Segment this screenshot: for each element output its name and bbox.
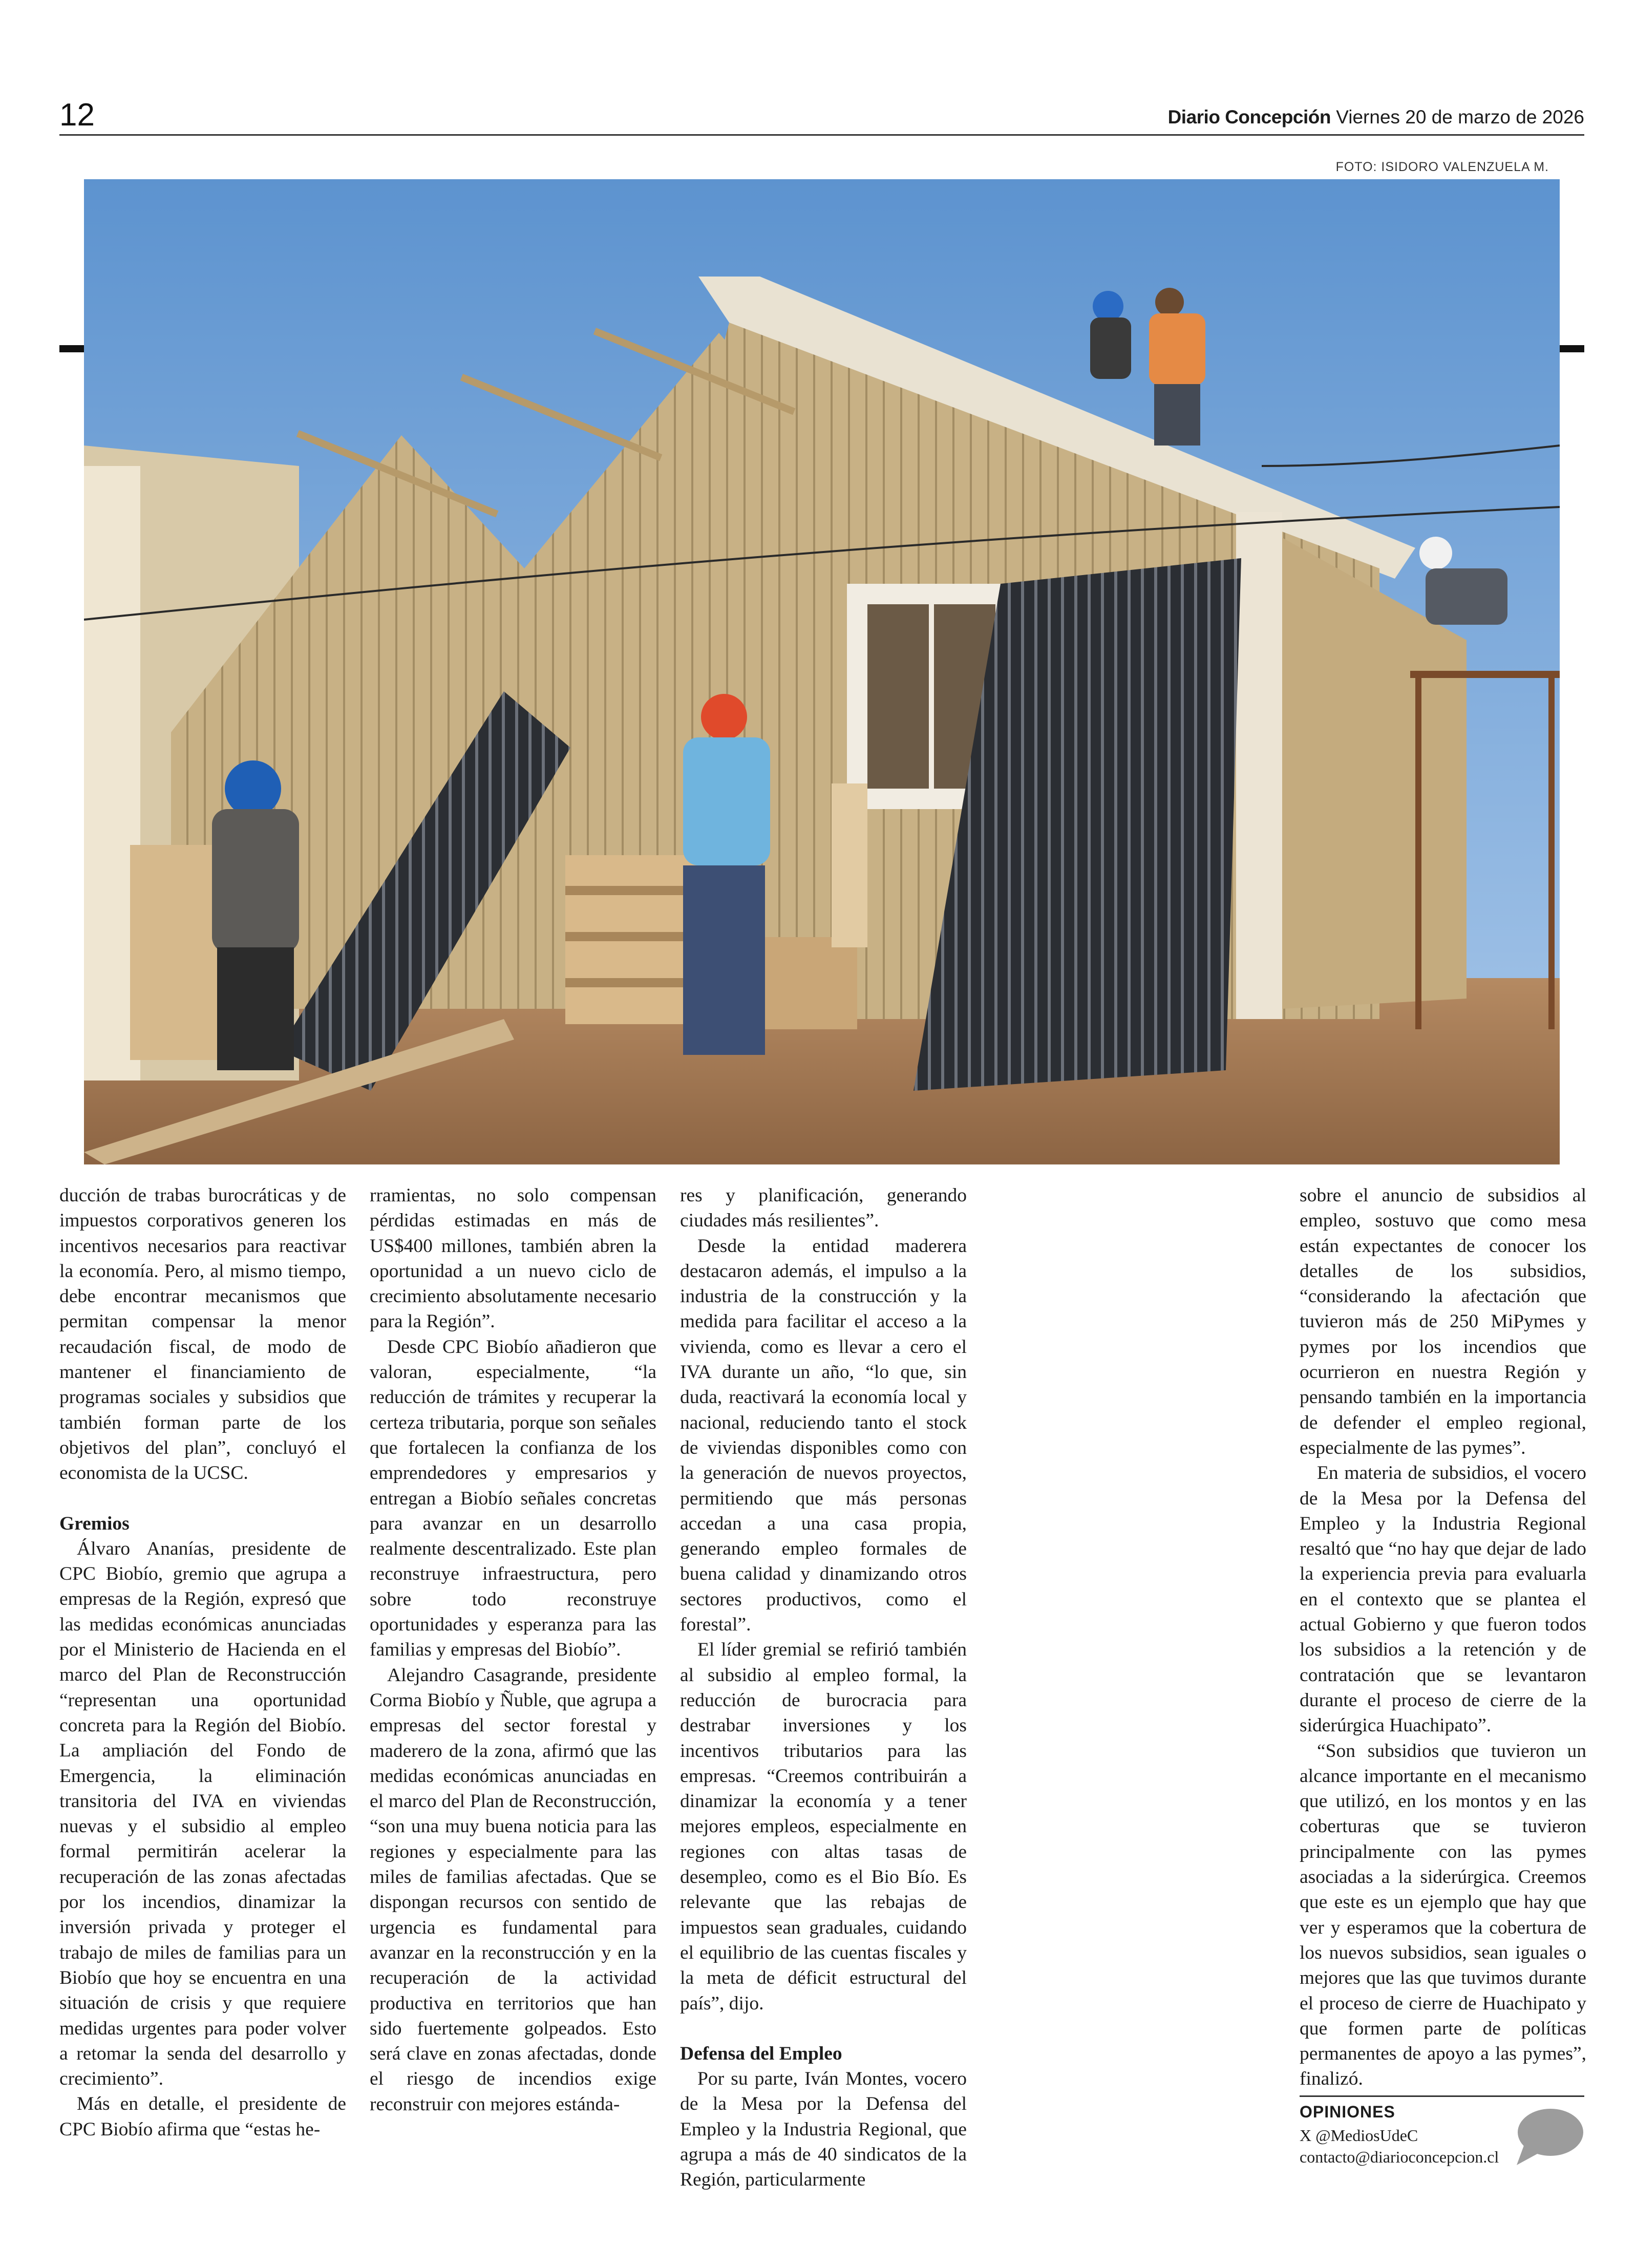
paragraph: res y planificación, generando ciudades más resilientes”.	[680, 1185, 967, 1232]
paragraph: El líder gremial se refirió también al subsidio al empleo formal, la reducción de burocracia para destrabar inversiones y los incentivos tributarios para las empresas. “Creemos contribuirán a dinamizar la economía y a tener mejores empleos, especialmente en regiones con altas tasas de desempleo, como es el Bio Bío. Es relevante que las rebajas de impuestos sean graduales, cuidando el equilibrio de las cuentas fiscales y la meta de déficit estructural del país”, dijo.	[680, 1639, 967, 2014]
paragraph: ducción de trabas burocráticas y de impuestos corporativos generen los incentivos necesarios para reactivar la economía. Pero, al mismo tiempo, debe encontrar mecanismos que permitan compensar la menor recaudación fiscal, de modo de mantener el financiamiento de programas sociales y subsidios que también forman parte de los objetivos del plan”, concluyó el economista de la UCSC.	[59, 1185, 346, 1484]
paragraph: Desde CPC Biobío añadieron que valoran, especialmente, “la reducción de trámites y recuperar la certeza tributaria, porque son señales que fortalecen la confianza de los emprendedores y empresarios y entregan a Biobío señales concretas para avanzar en un desarrollo realmente descentralizado. Este plan reconstruye infraestructura, pero sobre todo reconstruye oportunidades y esperanza para las familias y empresas del Biobío”.	[370, 1336, 656, 1661]
publication-date: Viernes 20 de marzo de 2026	[1336, 107, 1584, 128]
paragraph: Más en detalle, el presidente de CPC Biobío afirma que “estas he-	[59, 2093, 346, 2140]
header-masthead	[1168, 104, 1584, 130]
opinions-title: OPINIONES	[1300, 2103, 1395, 2121]
page-header	[59, 97, 1584, 138]
paragraph: Alejandro Casagrande, presidente Corma Biobío y Ñuble, que agrupa a empresas del sector forestal y maderero de la zona, afirmó que las medidas económicas anunciadas en el marco del Plan de Reconstrucción, “son una muy buena noticia para las regiones y especialmente para las miles de familias afectadas. Que se dispongan recursos con sentido de urgencia es fundamental para avanzar en la reconstrucción y en la recuperación de la actividad productiva en territorios que han sido fuertemente golpeados. Esto será clave en zonas afectadas, donde el riesgo de incendios exige reconstruir con mejores estánda-	[370, 1664, 656, 2115]
article-column-2	[370, 1183, 656, 2117]
paragraph: Álvaro Ananías, presidente de CPC Biobío, gremio que agrupa a empresas de la Región, expresó que las medidas económicas anunciadas por el Ministerio de Hacienda en el marco del Plan de Reconstrucción “representan una oportunidad concreta para la Región del Biobío. La ampliación del Fondo de Emergencia, la eliminación transitoria del IVA en viviendas nuevas y el subsidio al empleo formal permitirán acelerar la recuperación de las zonas afectadas por los incendios, dinamizar la inversión privada y proteger el trabajo de miles de familias para un Biobío que hoy se encuentra en una situación de crisis y que requiere medidas urgentes para poder volver a retomar la senda del desarrollo y crecimiento”.	[59, 1538, 346, 2090]
paragraph: En materia de subsidios, el vocero de la Mesa por la Defensa del Empleo y la Industria Regional resaltó que “no hay que dejar de lado la experiencia previa para evaluarla en el contexto que se plantea el actual Gobierno y que fueron todos los subsidios a la retención y de contratación que se levantaron durante el proceso de cierre de la siderúrgica Huachipato”.	[1300, 1462, 1586, 1736]
speech-bubble-icon	[1513, 2106, 1584, 2167]
paragraph: Desde la entidad maderera destacaron además, el impulso a la industria de la construcción y la medida para facilitar el acceso a la vivienda, como es llevar a cero el IVA durante un año, “lo que, sin duda, reactivará la economía local y nacional, reduciendo tanto el stock de viviendas disponibles como con la generación de nuevos proyectos, permitiendo que más personas accedan a una casa propia, generando empleo formales de buena calidad y dinamizando otros sectores productivos, como el forestal”.	[680, 1235, 967, 1636]
section-mark-left	[59, 345, 84, 352]
article-column-3	[680, 1183, 967, 2193]
photo-credit: FOTO: ISIDORO VALENZUELA M.	[1335, 160, 1549, 174]
paragraph: Por su parte, Iván Montes, vocero de la Mesa por la Defensa del Empleo y la Industria Regional, que agrupa a más de 40 sindicatos de la Región, particularmente	[680, 2068, 967, 2191]
opinions-x-handle[interactable]: X @MediosUdeC	[1300, 2126, 1418, 2145]
opinions-box	[1300, 2095, 1584, 2177]
paragraph: rramientas, no solo compensan pérdidas estimadas en más de US$400 millones, también abren la oportunidad a un nuevo ciclo de crecimiento absolutamente necesario para la Región”.	[370, 1185, 656, 1332]
subheading-gremios: Gremios	[59, 1513, 130, 1534]
header-rule	[59, 134, 1584, 136]
opinions-rule	[1300, 2095, 1584, 2097]
publication-name: Diario Concepción	[1167, 107, 1331, 128]
article-column-5	[1300, 1183, 1586, 2092]
subheading-defensa-del-empleo: Defensa del Empleo	[680, 2043, 842, 2064]
opinions-email[interactable]: contacto@diarioconcepcion.cl	[1300, 2148, 1499, 2166]
paragraph: “Son subsidios que tuvieron un alcance importante en el mecanismo que utilizó, en los montos y en las coberturas que se tuvieron principalmente con las pymes asociadas a la siderúrgica. Creemos que este es un ejemplo que hay que ver y esperamos que la cobertura de los nuevos subsidios, sean iguales o mejores que las que tuvimos durante el proceso de cierre de Huachipato y que formen parte de políticas permanentes de apoyo a las pymes”, finalizó.	[1300, 1740, 1586, 2090]
paragraph: sobre el anuncio de subsidios al empleo, sostuvo que como mesa están expectantes de conocer los detalles de los subsidios, “considerando la afectación que tuvieron más de 250 MiPymes y pymes por los incendios que ocurrieron en nuestra Región y pensando también en la importancia de defender el empleo regional, especialmente de las pymes”.	[1300, 1185, 1586, 1458]
article-column-1	[59, 1183, 346, 2142]
construction-photo-illustration	[84, 179, 1560, 1164]
section-mark-right	[1560, 345, 1584, 352]
construction-photo	[84, 179, 1560, 1164]
page-number: 12	[59, 97, 95, 133]
